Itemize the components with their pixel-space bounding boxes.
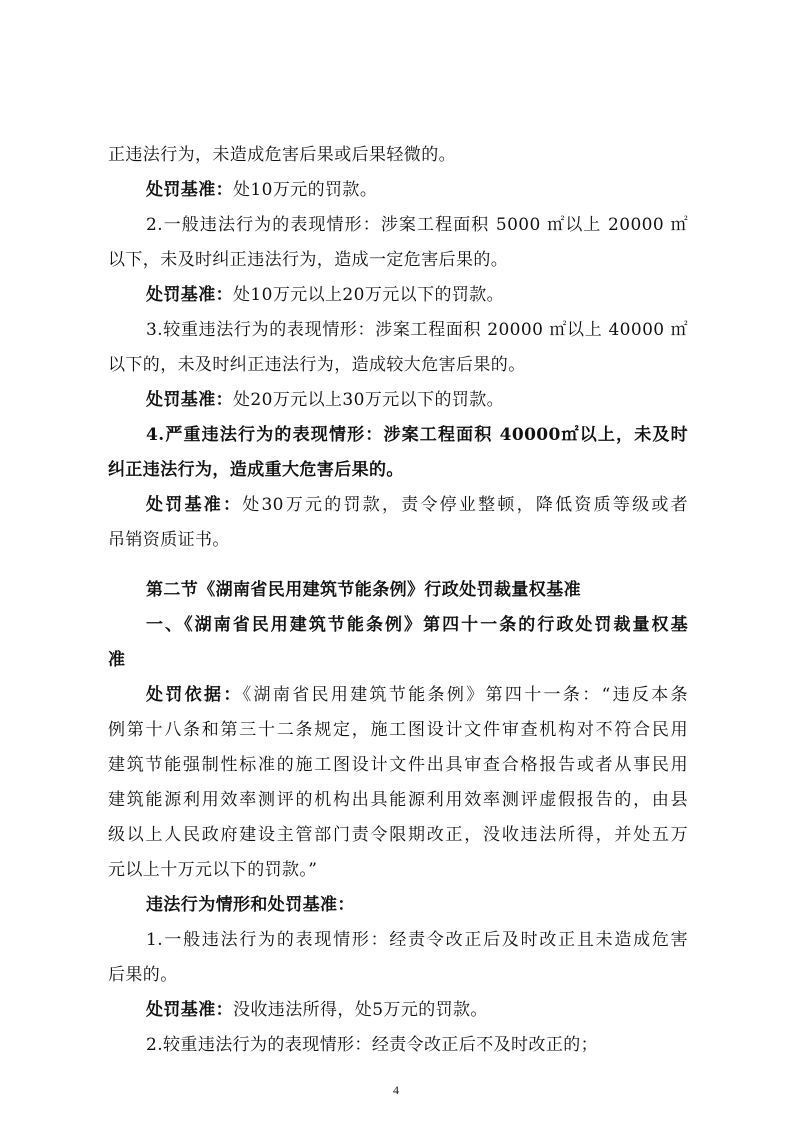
paragraph-line: 以下的，未及时纠正违法行为，造成较大危害后果的。: [108, 355, 526, 375]
page-number: 4: [393, 1083, 399, 1097]
paragraph-line: 3.较重违法行为的表现情形：涉案工程面积 20000 ㎡以上 40000 ㎡: [146, 320, 688, 340]
paragraph-line: 级以上人民政府建设主管部门责令限期改正，没收违法所得，并处五万: [108, 825, 688, 845]
subsection-heading: 准: [108, 650, 126, 670]
penalty-standard-line: 处罚基准：处10万元以上20万元以下的罚款。: [146, 285, 505, 305]
penalty-basis-line: 处罚依据：《湖南省民用建筑节能条例》第四十一条：“违反本条: [146, 685, 689, 705]
paragraph-line: 例第十八条和第三十二条规定，施工图设计文件审查机构对不符合民用: [108, 720, 688, 740]
penalty-standard-line: 处罚基准：处10万元的罚款。: [146, 180, 378, 200]
section-heading: 第二节《湖南省民用建筑节能条例》行政处罚裁量权基准: [146, 580, 581, 600]
subheading-line: 违法行为情形和处罚基准：: [146, 895, 355, 915]
paragraph-line: 后果的。: [108, 965, 178, 985]
penalty-standard-line: 处罚基准：处20万元以上30万元以下的罚款。: [146, 390, 505, 410]
paragraph-line: 2.一般违法行为的表现情形：涉案工程面积 5000 ㎡以上 20000 ㎡: [146, 215, 688, 235]
paragraph-line: 建筑节能强制性标准的施工图设计文件出具审查合格报告或者从事民用: [108, 755, 688, 775]
subsection-heading: 一、《湖南省民用建筑节能条例》第四十一条的行政处罚裁量权基: [146, 615, 688, 635]
paragraph-line: 吊销资质证书。: [108, 530, 230, 550]
paragraph-line: 1.一般违法行为的表现情形：经责令改正后及时改正且未造成危害: [146, 930, 688, 950]
bold-paragraph-line: 4.严重违法行为的表现情形：涉案工程面积 40000㎡以上，未及时: [146, 425, 688, 445]
penalty-standard-line: 处罚基准：没收违法所得，处5万元的罚款。: [146, 1000, 488, 1020]
paragraph-line: 正违法行为，未造成危害后果或后果轻微的。: [108, 145, 456, 165]
bold-paragraph-line: 纠正违法行为，造成重大危害后果的。: [108, 460, 404, 480]
paragraph-line: 2.较重违法行为的表现情形：经责令改正后不及时改正的；: [146, 1035, 599, 1055]
paragraph-line: 以下，未及时纠正违法行为，造成一定危害后果的。: [108, 250, 509, 270]
penalty-standard-line: 处罚基准：处30万元的罚款，责令停业整顿，降低资质等级或者: [146, 495, 688, 515]
paragraph-line: 建筑能源利用效率测评的机构出具能源利用效率测评虚假报告的，由县: [108, 790, 688, 810]
paragraph-line: 元以上十万元以下的罚款。”: [108, 860, 318, 880]
